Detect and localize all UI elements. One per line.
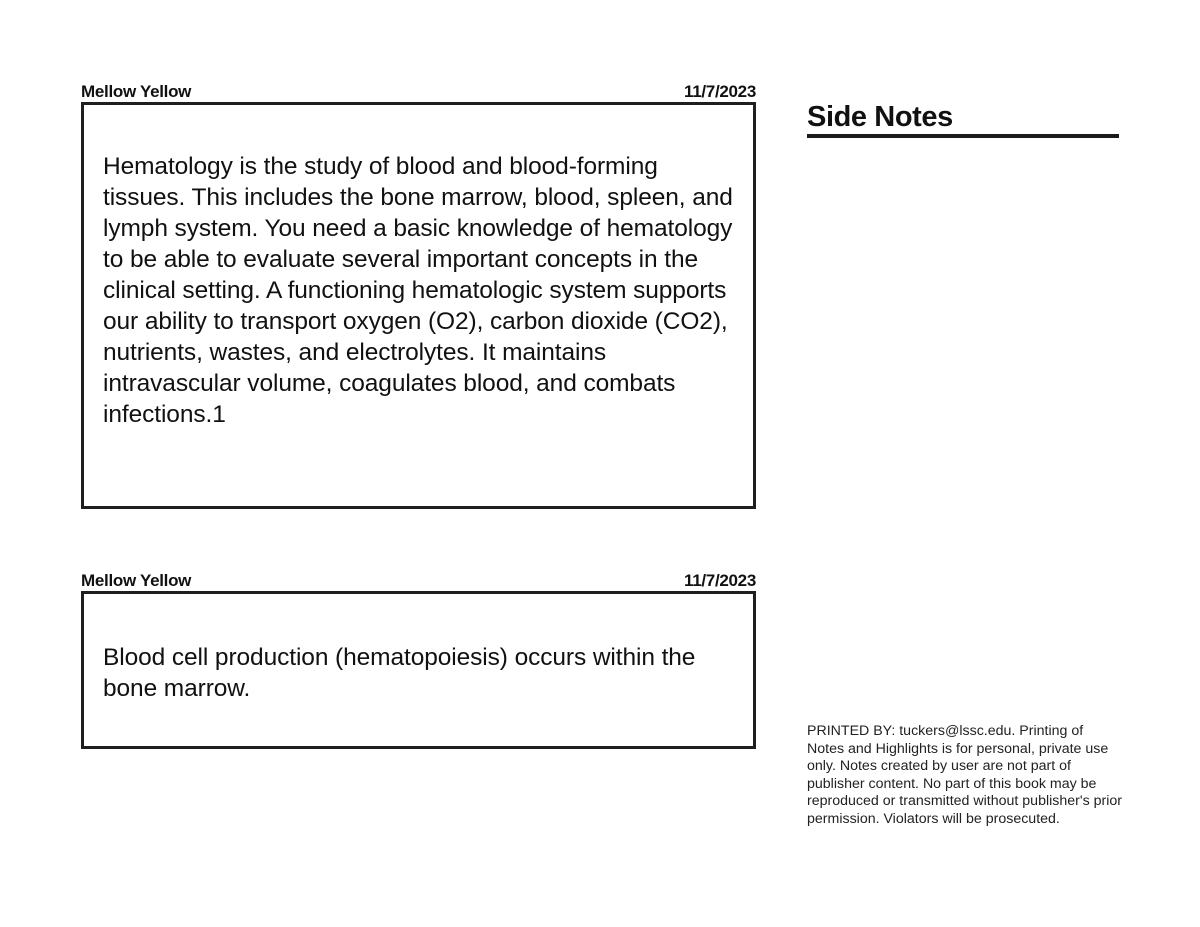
note-card <box>81 569 756 749</box>
side-notes-title: Side Notes <box>807 100 1119 138</box>
note-text: Hematology is the study of blood and blood-forming tissues. This includes the bone marrow, blood, spleen, and lymph system. You need a basic knowledge of hematology to be able to evaluate several important concepts in the clinical setting. A functioning hematologic system supports our ability to transport oxygen (O2), carbon dioxide (CO2), nutrients, wastes, and electrolytes. It maintains intravascular volume, coagulates blood, and combats infections.1 <box>81 102 756 509</box>
note-date: 11/7/2023 <box>684 571 756 590</box>
highlight-color-label: Mellow Yellow <box>81 82 192 101</box>
highlight-color-label: Mellow Yellow <box>81 571 192 590</box>
note-header <box>81 80 756 102</box>
printed-by-disclaimer: PRINTED BY: tuckers@lssc.edu. Printing of Notes and Highlights is for personal, private use only. Notes created by user are not part of publisher content. No part of this book may be reproduced or transmitted without publisher's prior permission. Violators will be prosecuted. <box>807 723 1122 827</box>
note-date: 11/7/2023 <box>684 82 756 101</box>
note-text: Blood cell production (hematopoiesis) occurs within the bone marrow. <box>81 591 756 749</box>
note-header <box>81 569 756 591</box>
side-notes-panel <box>807 100 1119 138</box>
note-card <box>81 80 756 509</box>
